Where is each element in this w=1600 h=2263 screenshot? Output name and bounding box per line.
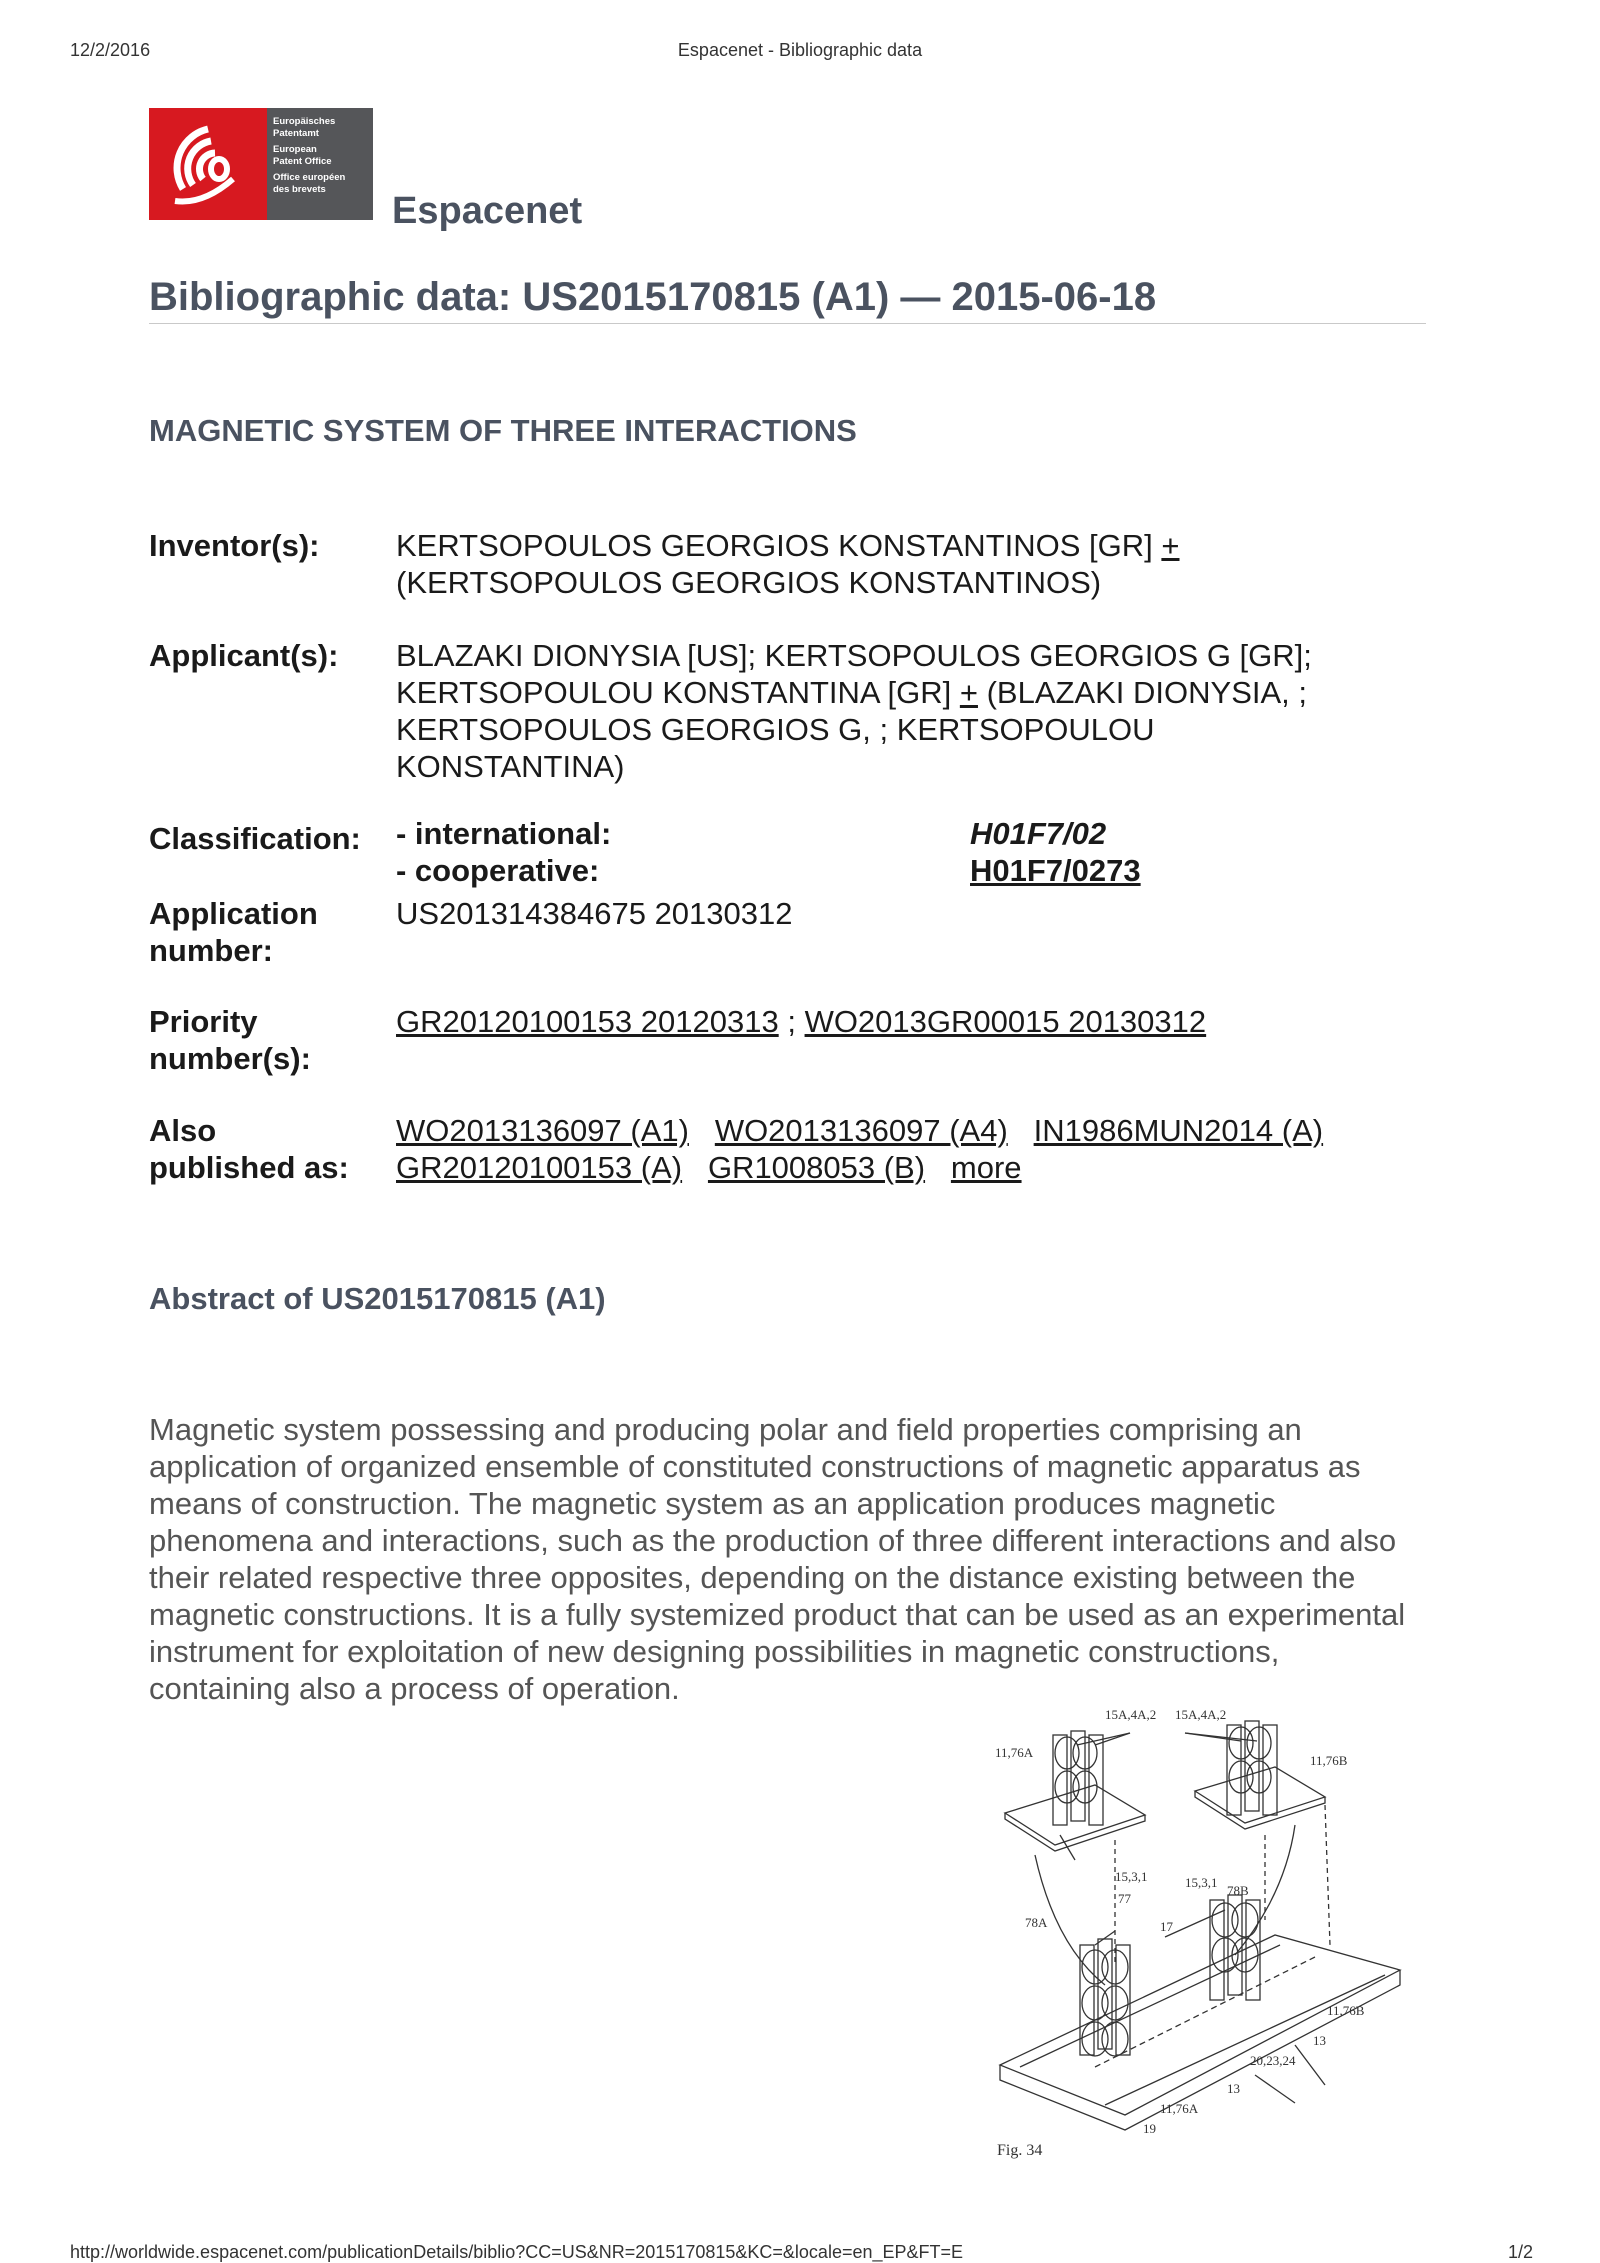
epo-logo-mark-icon [149, 108, 267, 220]
epo-logo[interactable] [149, 108, 373, 220]
priority-number-label: Priority number(s): [149, 1004, 311, 1076]
figure-label: 77 [1118, 1891, 1131, 1906]
classification-international-label: - international: [396, 816, 612, 851]
application-number-label: Application number: [149, 896, 318, 968]
figure-label: 15,3,1 [1115, 1869, 1148, 1884]
abstract-title: Abstract of US2015170815 (A1) [149, 1281, 606, 1316]
figure-label: 11,76A [1160, 2101, 1199, 2116]
classification-international-value: H01F7/02 [970, 816, 1107, 851]
figure-label: 11,76B [1310, 1753, 1348, 1768]
also-published-link[interactable]: WO2013136097 (A1) [396, 1113, 689, 1148]
classification-cooperative-label: - cooperative: [396, 853, 600, 888]
figure-label: 17 [1160, 1919, 1173, 1934]
also-published-more-link[interactable]: more [950, 1150, 1022, 1185]
print-page-title: Espacenet - Bibliographic data [677, 40, 923, 60]
patent-drawing [995, 1705, 1415, 2210]
figure-label: 78B [1227, 1883, 1249, 1898]
invention-title: MAGNETIC SYSTEM OF THREE INTERACTIONS [149, 413, 857, 448]
applicants-expand-link[interactable]: + [959, 675, 978, 710]
classification-label: Classification: [149, 821, 361, 856]
title-divider [149, 323, 1426, 324]
also-published-value [396, 1112, 1436, 1186]
figure-label: 13 [1313, 2033, 1326, 2048]
also-published-link[interactable]: GR1008053 (B) [707, 1150, 926, 1185]
also-published-link[interactable]: GR20120100153 (A) [396, 1150, 683, 1185]
application-number-value: US201314384675 20130312 [396, 896, 793, 931]
inventors-label: Inventor(s): [149, 528, 320, 563]
figure-label: 13 [1227, 2081, 1240, 2096]
priority-number-value: GR20120100153 20120313 ; WO2013GR00015 20130312 [396, 1004, 1207, 1039]
brand-name: Espacenet [392, 190, 583, 232]
also-published-label: Also published as: [149, 1113, 349, 1185]
priority-link-2[interactable]: WO2013GR00015 20130312 [804, 1004, 1207, 1039]
figure-label: 11,76B [1327, 2003, 1365, 2018]
page-title: Bibliographic data: US2015170815 (A1) — 2015-06-18 [149, 275, 1157, 319]
figure-label: 15A,4A,2 [1105, 1707, 1157, 1722]
figure-label: 20,23,24 [1250, 2053, 1296, 2068]
inventors-value: KERTSOPOULOS GEORGIOS KONSTANTINOS [GR] + (KERTSOPOULOS GEORGIOS KONSTANTINOS) [396, 528, 1180, 600]
print-page-number: 1/2 [1508, 2242, 1534, 2262]
figure-label: 78A [1025, 1915, 1048, 1930]
figure-label: 15A,4A,2 [1175, 1707, 1227, 1722]
applicants-label: Applicant(s): [149, 638, 339, 673]
abstract-text: Magnetic system possessing and producing polar and field properties comprising an application of organized ensemble of constituted constructions of magnetic apparatus as means of construction. The magnetic system as an application produces magnetic phenomena and interactions, such as the production of three different interactions and also their related respective three opposites, depending on the distance existing between the magnetic constructions. It is a fully systemized product that can be used as an experimental instrument for exploitation of new designing possibilities in magnetic constructions, containing also a process of operation. [149, 1412, 1406, 1706]
epo-logo-text: Europäisches Patentamt European Patent Office Office européen des brevets [267, 108, 373, 220]
also-published-link[interactable]: WO2013136097 (A4) [714, 1113, 1008, 1148]
print-url: http://worldwide.espacenet.com/publicationDetails/biblio?CC=US&NR=2015170815&KC=&locale=en_EP&FT=E [70, 2242, 964, 2262]
priority-link-1[interactable]: GR20120100153 20120313 [396, 1004, 779, 1039]
figure-label: 15,3,1 [1185, 1875, 1218, 1890]
classification-cooperative-link[interactable]: H01F7/0273 [970, 853, 1141, 888]
figure-label: 19 [1143, 2121, 1156, 2136]
also-published-link[interactable]: IN1986MUN2014 (A) [1033, 1113, 1324, 1148]
print-date: 12/2/2016 [70, 40, 151, 60]
applicants-value: BLAZAKI DIONYSIA [US]; KERTSOPOULOS GEORGIOS G [GR]; KERTSOPOULOU KONSTANTINA [GR] + (BLAZAKI DIONYSIA, ; KERTSOPOULOS GEORGIOS G, ; KERTSOPOULOU KONSTANTINA) [396, 638, 1312, 784]
inventors-expand-link[interactable]: + [1161, 528, 1180, 563]
figure-label: 11,76A [995, 1745, 1034, 1760]
figure-caption: Fig. 34 [997, 2142, 1043, 2159]
